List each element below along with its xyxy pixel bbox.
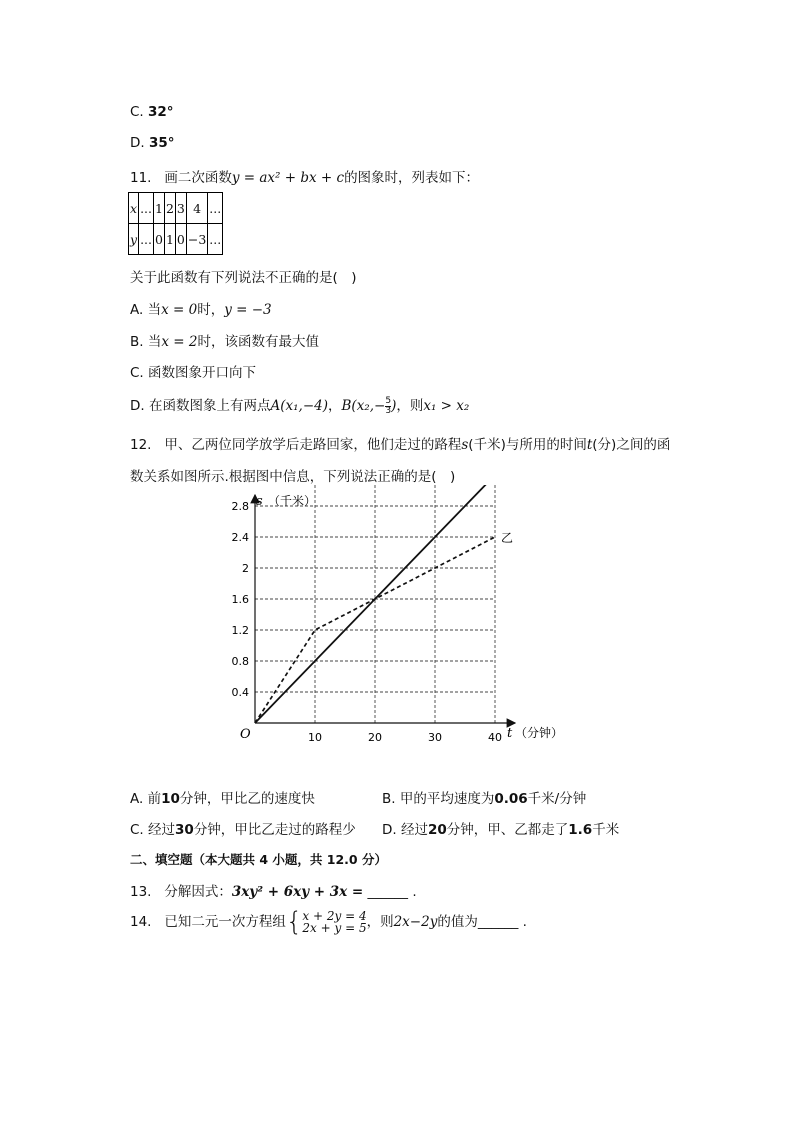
fraction-denominator: 3	[385, 405, 392, 416]
y-tick-label: 2.4	[231, 531, 249, 544]
option-text: 当	[147, 302, 162, 318]
option-text: 前	[147, 791, 162, 807]
option-text: 分钟，甲、乙都走了	[446, 822, 569, 838]
option-text: 在函数图象上有两点	[148, 398, 271, 414]
option-letter: C.	[130, 365, 144, 381]
chart-grid	[255, 485, 495, 723]
option-text: 35°	[148, 135, 175, 151]
option-letter: B.	[382, 791, 396, 807]
table-cell: 3	[175, 193, 186, 224]
q10-option-d	[130, 135, 175, 151]
question-text: 的值为	[437, 914, 478, 930]
stem-text: 画二次函数	[164, 170, 232, 186]
q11-option-d	[130, 394, 469, 416]
y-tick-label: 2	[242, 562, 249, 575]
q12-option-b	[382, 787, 586, 807]
option-bold: 30	[175, 822, 194, 838]
option-text: 经过	[400, 822, 428, 838]
option-bold: 0.06	[494, 791, 528, 807]
fraction-numerator: 5	[385, 395, 392, 406]
option-letter: C.	[130, 104, 144, 120]
option-math: x = 2	[161, 334, 198, 350]
y-axis-unit: （千米）	[268, 494, 317, 508]
option-math: x = 0	[161, 302, 198, 318]
table-row-x	[129, 193, 223, 224]
q11-question: 关于此函数有下列说法不正确的是( )	[130, 270, 357, 286]
question-number: 14.	[130, 914, 152, 930]
question-text: 分解因式：	[164, 884, 232, 900]
answer-blank: ______	[367, 884, 409, 900]
table-cell: ...	[139, 224, 154, 255]
q11-stem	[130, 166, 479, 186]
stem-var: s	[461, 437, 469, 453]
function-expression: y = ax² + bx + c	[231, 170, 345, 186]
distance-time-chart	[226, 485, 576, 750]
option-letter: D.	[130, 135, 145, 151]
factor-expression: 3xy² + 6xy + 3x =	[231, 884, 364, 900]
option-text: 千米/分钟	[527, 791, 587, 807]
q12-option-a	[130, 787, 315, 807]
option-text: 当	[147, 334, 162, 350]
option-letter: A.	[130, 791, 144, 807]
option-letter: D.	[382, 822, 397, 838]
table-cell: y	[129, 224, 139, 255]
equation-1: x + 2y = 4	[302, 909, 367, 923]
q12-stem-line1	[130, 433, 670, 453]
stem-text: (分)之间的函	[592, 437, 671, 453]
option-letter: D.	[130, 398, 145, 414]
brace-symbol: {	[285, 907, 303, 937]
y-tick-label: 1.2	[231, 624, 249, 637]
y-axis-var: s	[256, 494, 263, 509]
q11-option-a	[130, 298, 272, 318]
question-text: 已知二元一次方程组	[164, 914, 286, 930]
table-cell: ...	[139, 193, 154, 224]
option-letter: A.	[130, 302, 144, 318]
q14	[130, 907, 527, 937]
option-text: 32°	[148, 104, 174, 120]
option-bold: 10	[161, 791, 180, 807]
option-text: 分钟，甲比乙的速度快	[179, 791, 315, 807]
question-number: 13.	[130, 884, 152, 900]
q11-option-c	[130, 361, 256, 381]
option-text: ，则	[396, 398, 424, 414]
option-bold: 20	[427, 822, 447, 838]
equation-system	[302, 910, 366, 934]
stem-text: 的图象时，列表如下：	[344, 170, 480, 186]
table-cell: 0	[175, 224, 186, 255]
question-text: ，则	[366, 914, 394, 930]
q12-stem-line2: 数关系如图所示.根据图中信息，下列说法正确的是( )	[130, 469, 456, 485]
option-bold: 1.6	[568, 822, 593, 838]
option-math: x₁ > x₂	[423, 398, 470, 414]
table-cell: 0	[153, 224, 164, 255]
option-letter: C.	[130, 822, 144, 838]
y-tick-label: 0.4	[231, 686, 249, 699]
option-text: 千米	[592, 822, 620, 838]
table-cell: 1	[164, 224, 175, 255]
origin-label: O	[240, 727, 251, 742]
value-table	[128, 192, 223, 255]
q11-option-b	[130, 330, 319, 350]
q10-option-c	[130, 104, 174, 120]
target-expression: 2x−2y	[393, 914, 438, 930]
y-tick-label: 1.6	[231, 593, 249, 606]
option-math: )	[391, 398, 397, 414]
table-cell: x	[129, 193, 139, 224]
x-tick-label: 20	[368, 731, 382, 744]
option-text: 时，该函数有最大值	[197, 334, 319, 350]
x-tick-label: 10	[308, 731, 322, 744]
x-axis-var: t	[507, 726, 513, 741]
equation-2: 2x + y = 5	[302, 921, 367, 935]
option-text: 经过	[148, 822, 176, 838]
period: .	[522, 914, 527, 930]
stem-var: t	[586, 437, 593, 453]
x-tick-label: 30	[428, 731, 442, 744]
option-text: ，	[328, 398, 342, 414]
series-label: 乙	[501, 531, 514, 545]
table-cell: 1	[153, 193, 164, 224]
option-text: 甲的平均速度为	[399, 791, 495, 807]
q13	[130, 880, 417, 900]
q12-option-d	[382, 818, 619, 838]
table-cell: −3	[186, 224, 207, 255]
option-text: 分钟，甲比乙走过的路程少	[193, 822, 356, 838]
table-cell: 4	[186, 193, 207, 224]
y-tick-label: 2.8	[231, 500, 249, 513]
option-math: B(x₂,−	[341, 398, 386, 414]
table-cell: 2	[164, 193, 175, 224]
stem-text: (千米)与所用的时间	[468, 437, 587, 453]
question-number: 12.	[130, 437, 152, 453]
table-cell: ...	[208, 193, 223, 224]
option-math: y = −3	[224, 302, 272, 318]
period: .	[412, 884, 417, 900]
chart-series	[255, 485, 513, 723]
table-cell: ...	[208, 224, 223, 255]
y-tick-label: 0.8	[231, 655, 249, 668]
answer-blank: ______	[477, 914, 519, 930]
x-tick-label: 40	[488, 731, 502, 744]
table-row-y	[129, 224, 223, 255]
option-math: A(x₁,−4)	[270, 398, 328, 414]
question-number: 11.	[130, 170, 152, 186]
option-text: 函数图象开口向下	[148, 365, 257, 381]
option-text: 时，	[197, 302, 225, 318]
section-heading: 二、填空题（本大题共 4 小题，共 12.0 分）	[130, 852, 387, 867]
x-axis-unit: （分钟）	[515, 726, 564, 740]
q12-option-c	[130, 818, 356, 838]
option-letter: B.	[130, 334, 144, 350]
stem-text: 甲、乙两位同学放学后走路回家，他们走过的路程	[164, 437, 462, 453]
